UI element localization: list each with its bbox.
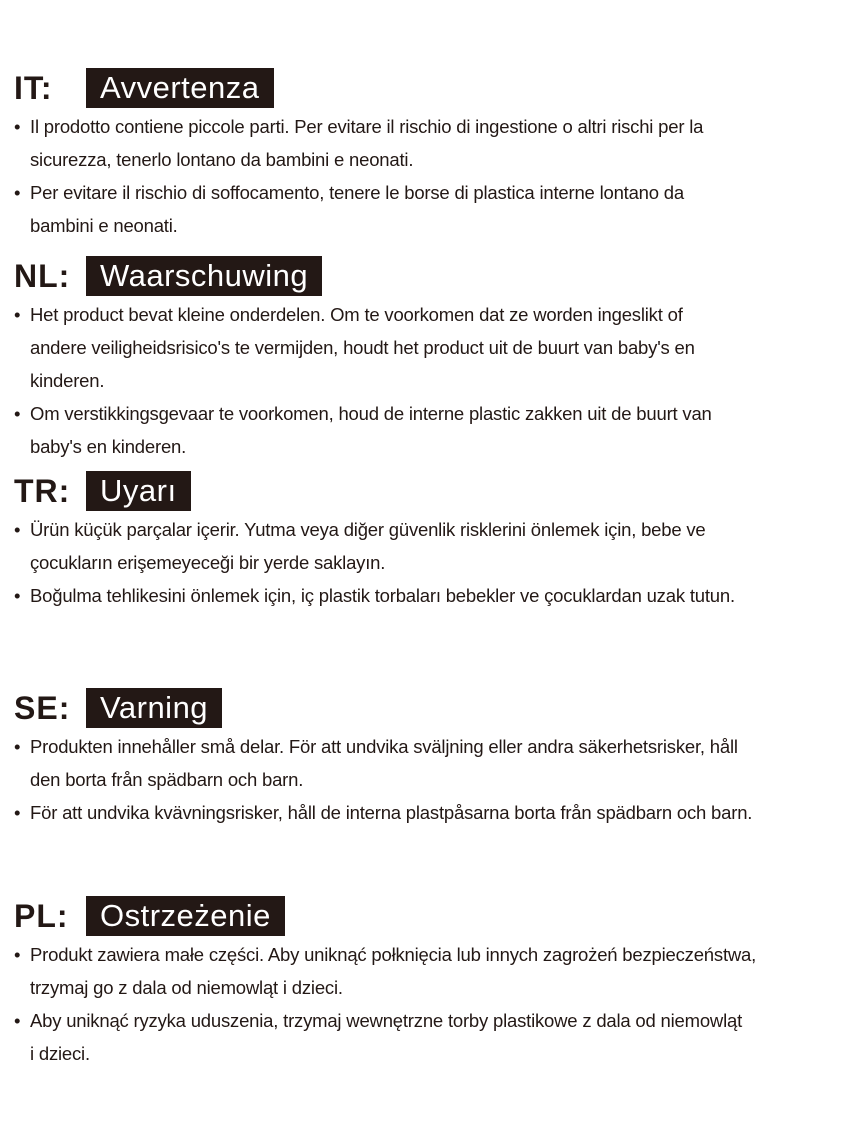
bullet-text-line: Il prodotto contiene piccole parti. Per evitare il rischio di ingestione o altri rischi per la [30, 116, 704, 137]
language-code: NL: [14, 257, 71, 294]
warning-bullet [14, 298, 858, 397]
language-code: TR: [14, 472, 71, 509]
language-code: SE: [14, 689, 71, 726]
bullet-text-line: trzymaj go z dala od niemowląt i dzieci. [30, 977, 343, 998]
warning-bullet [14, 730, 858, 796]
bullet-icon: • [14, 1010, 21, 1031]
bullet-text-line: Om verstikkingsgevaar te voorkomen, houd de interne plastic zakken uit de buurt van [30, 403, 712, 424]
warning-title: Varning [86, 688, 222, 728]
warning-bullet [14, 513, 858, 579]
warning-bullet [14, 1004, 858, 1070]
bullet-text-line: sicurezza, tenerlo lontano da bambini e neonati. [30, 149, 414, 170]
warning-title: Waarschuwing [86, 256, 322, 296]
section-heading [14, 688, 858, 728]
section-heading [14, 896, 858, 936]
warning-section-se [0, 688, 858, 829]
section-heading [14, 256, 858, 296]
warning-section-it [0, 68, 858, 242]
warning-section-nl [0, 256, 858, 463]
bullet-text-line: Per evitare il rischio di soffocamento, tenere le borse di plastica interne lontano da [30, 182, 684, 203]
warning-title: Ostrzeżenie [86, 896, 285, 936]
bullet-text-line: Produkt zawiera małe części. Aby uniknąć połknięcia lub innych zagrożeń bezpieczeństwa, [30, 944, 757, 965]
bullet-icon: • [14, 736, 21, 757]
warning-bullet [14, 579, 858, 612]
warning-title: Uyarı [86, 471, 191, 511]
warning-section-pl [0, 896, 858, 1070]
bullet-text-line: çocukların erişemeyeceği bir yerde saklayın. [30, 552, 386, 573]
bullet-text-line: Aby uniknąć ryzyka uduszenia, trzymaj wewnętrzne torby plastikowe z dala od niemowląt [30, 1010, 743, 1031]
bullet-text-line: Ürün küçük parçalar içerir. Yutma veya diğer güvenlik risklerini önlemek için, bebe ve [30, 519, 706, 540]
bullet-icon: • [14, 519, 21, 540]
bullet-icon: • [14, 802, 21, 823]
bullet-text-line: baby's en kinderen. [30, 436, 187, 457]
language-code: IT: [14, 69, 53, 106]
warning-bullet [14, 796, 858, 829]
bullet-text-line: andere veiligheidsrisico's te vermijden, houdt het product uit de buurt van baby's en [30, 337, 695, 358]
bullet-text-line: kinderen. [30, 370, 105, 391]
bullet-text-line: den borta från spädbarn och barn. [30, 769, 304, 790]
warning-bullet [14, 938, 858, 1004]
bullet-icon: • [14, 585, 21, 606]
bullet-text-line: Het product bevat kleine onderdelen. Om te voorkomen dat ze worden ingeslikt of [30, 304, 683, 325]
warning-bullet [14, 397, 858, 463]
section-heading [14, 68, 858, 108]
bullet-text-line: i dzieci. [30, 1043, 90, 1064]
bullet-text-line: Boğulma tehlikesini önlemek için, iç plastik torbaları bebekler ve çocuklardan uzak tutun. [30, 585, 735, 606]
warning-bullet [14, 176, 858, 242]
bullet-text-line: Produkten innehåller små delar. För att undvika sväljning eller andra säkerhetsrisker, håll [30, 736, 738, 757]
bullet-icon: • [14, 182, 21, 203]
warning-section-tr [0, 471, 858, 612]
bullet-icon: • [14, 944, 21, 965]
warning-bullet [14, 110, 858, 176]
language-code: PL: [14, 897, 69, 934]
bullet-icon: • [14, 116, 21, 137]
bullet-text-line: bambini e neonati. [30, 215, 178, 236]
bullet-icon: • [14, 403, 21, 424]
section-heading [14, 471, 858, 511]
bullet-text-line: För att undvika kvävningsrisker, håll de interna plastpåsarna borta från spädbarn och barn. [30, 802, 753, 823]
warning-title: Avvertenza [86, 68, 274, 108]
bullet-icon: • [14, 304, 21, 325]
